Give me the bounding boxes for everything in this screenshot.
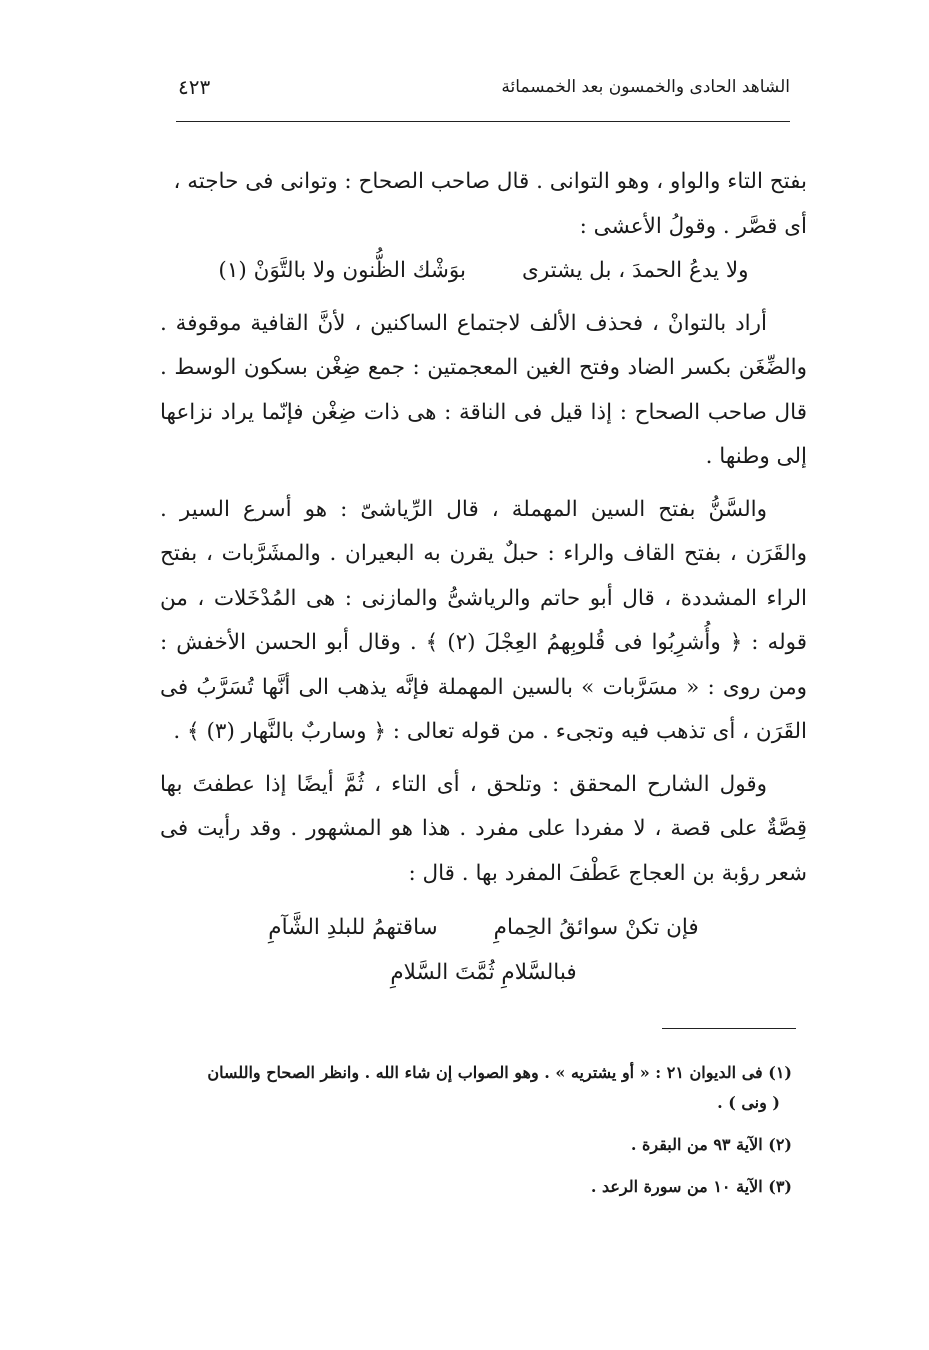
- running-title: الشاهد الحادى والخمسون بعد الخمسمائة: [501, 77, 790, 97]
- paragraph-2: أراد بالتوانْ ، فحذف الألف لاجتماع الساكنين ، لأنَّ القافية موقوفة . والضِّغَن بكسر الضاد وفتح الغين المعجمتين : جمع ضِغْن بسكون الوسط . قال صاحب الصحاح : إذا قيل فى الناقة : هى ذات ضِغْن فإنّما يراد نزاعها إلى وطنها .: [160, 310, 807, 469]
- running-header: [178, 72, 790, 102]
- footnote-1-line-2: ( ونى ) .: [717, 1093, 780, 1112]
- verse-1-first-hemistich: ولا يدعُ الحمدَ ، بل يشترى: [521, 258, 749, 283]
- verse-2-second-hemistich: ساقتهمُ للبلدِ الشَّآمِ: [268, 915, 438, 940]
- page-number: ٤٢٣: [178, 75, 211, 99]
- main-text: [160, 160, 807, 995]
- footnotes: [160, 1058, 792, 1202]
- header-rule: [176, 121, 790, 122]
- verse-2-first-hemistich: فإن تكنْ سوائقُ الحِمامِ: [493, 915, 699, 940]
- paragraph-3: والسَّنُّ بفتح السين المهملة ، قال الرِّياشىّ : هو أسرع السير . والقَرَن ، بفتح القاف والراء : حبلٌ يقرن به البعيران . والمشَرَّبات ، بفتح الراء المشددة ، قال أبو حاتم والرياشىُّ والمازنى : هى المُدْخَلات ، من قوله : ﴿ وأُشرِبُوا فى قُلوبِهمُ العِجْلَ (٢) ﴾ . وقال أبو الحسن الأخفش : ومن روى : « مسَرَّبات » بالسين المهملة فإنَّه يذهب الى أنَّها تُسَرَّبُ فى القَرَن ، أى تذهب فيه وتجىء . من قوله تعالى : ﴿ وساربٌ بالنَّهار (٣) ﴾ .: [160, 496, 807, 744]
- paragraph-1-line-1: بفتح التاء والواو ، وهو التوانى . قال صاحب الصحاح : وتوانى فى حاجته ،: [173, 169, 807, 194]
- footnote-3: (٣) الآية ١٠ من سورة الرعد .: [590, 1177, 792, 1196]
- verse-1-second-hemistich: بوَشْك الظُّنون ولا بالتَّوَنْ (١): [218, 258, 466, 283]
- verse-3: فبالسَّلامِ ثُمَّتَ السَّلامِ: [390, 959, 577, 985]
- footnote-rule: [662, 1028, 796, 1029]
- verse-2: [160, 906, 807, 951]
- verse-1: [160, 249, 807, 294]
- footnote-1-line-1: (١) فى الديوان ٢١ : « أو يشتريه » . وهو الصواب إن شاء الله . وانظر الصحاح واللسان: [207, 1063, 792, 1082]
- footnote-2: (٢) الآية ٩٣ من البقرة .: [630, 1135, 792, 1154]
- paragraph-4: وقول الشارح المحقق : وتلحق ، أى التاء ، ثُمَّ أيضًا إذا عطفتَ بها قِصَّةٌ على قصة ، لا مفردا على مفرد . هذا هو المشهور . وقد رأيت فى شعر رؤبة بن العجاج عَطْفَ المفرد بها . قال :: [160, 771, 807, 886]
- paragraph-1-line-2: أى قصَّر . وقولُ الأعشى :: [579, 213, 807, 239]
